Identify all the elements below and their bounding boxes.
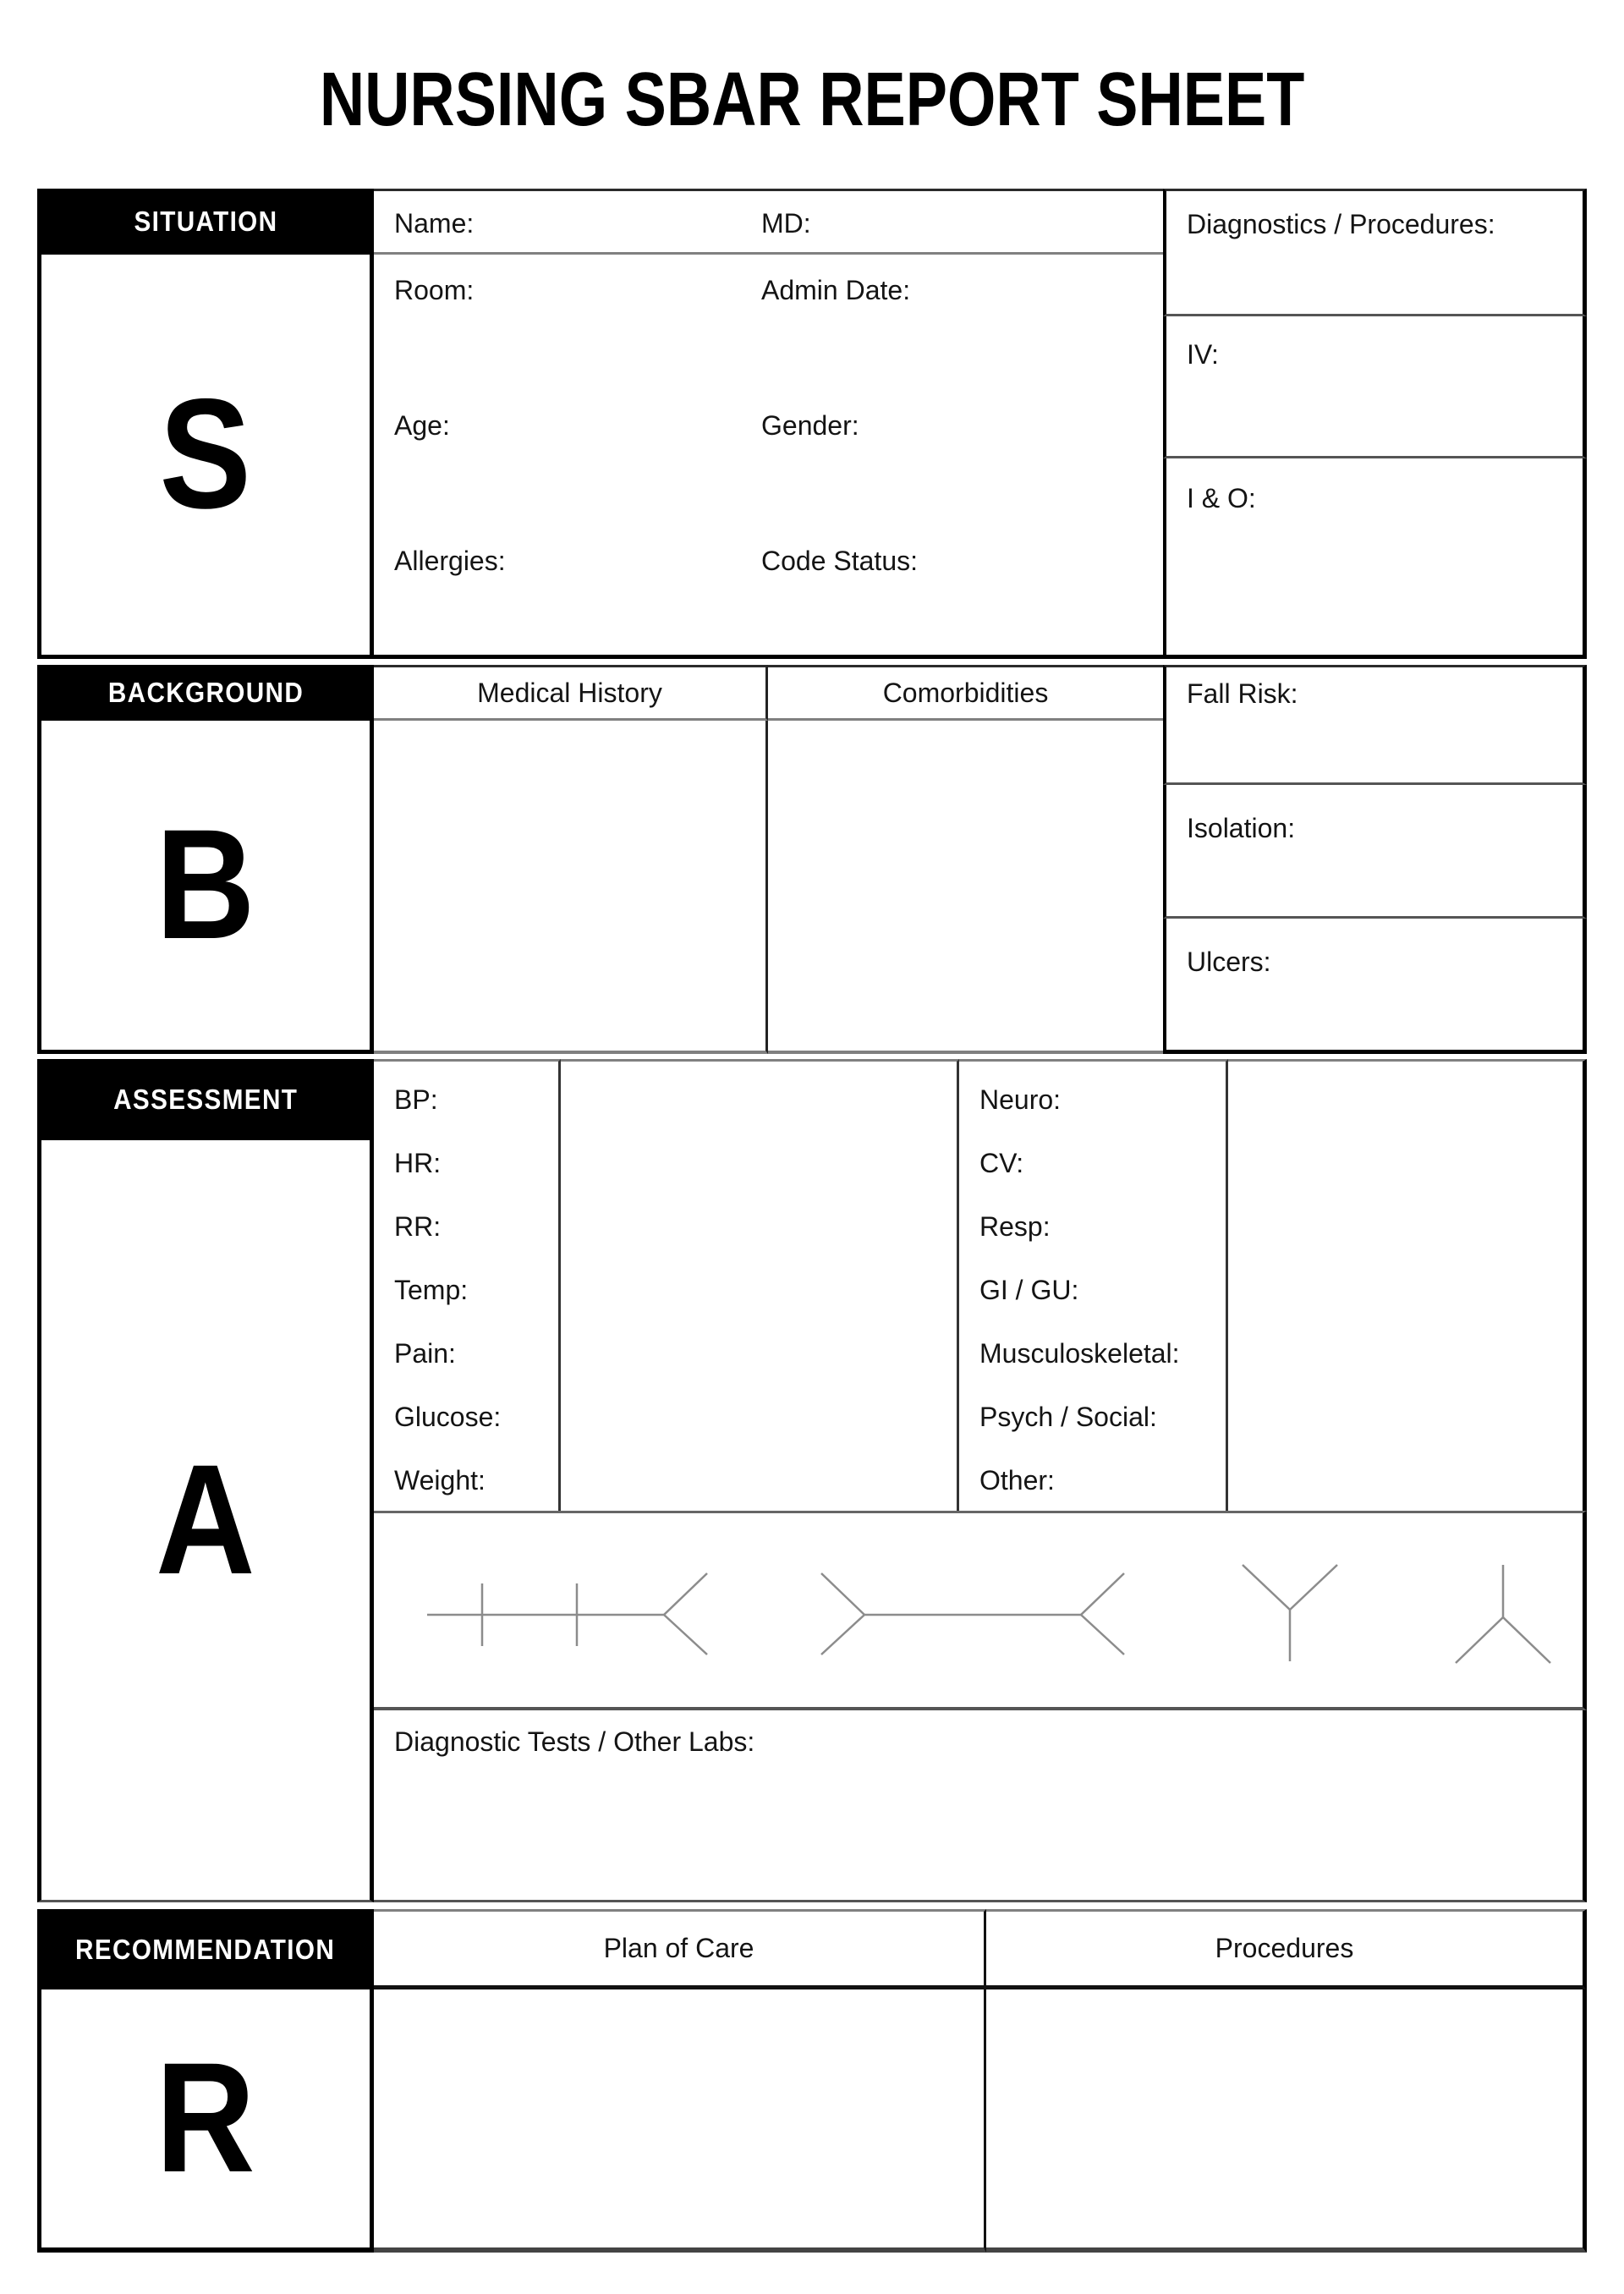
assessment-letter-cell — [37, 1140, 374, 1902]
recommendation-letter: R — [156, 2031, 255, 2205]
plan-of-care-entry-cell — [374, 1989, 986, 2253]
fall-risk-cell — [1163, 665, 1587, 785]
glucose-field-label: Glucose: — [394, 1402, 502, 1432]
diagnostics-procedures-label: Diagnostics / Procedures: — [1187, 209, 1495, 239]
recommendation-letter-cell — [37, 1989, 374, 2253]
intake-output-cell — [1163, 458, 1587, 659]
page-title-text: NURSING SBAR REPORT SHEET — [319, 57, 1305, 142]
background-letter: B — [156, 798, 255, 972]
lab-fishbone-diagram — [374, 1513, 1587, 1707]
recommendation-section-header-label: RECOMMENDATION — [75, 1933, 336, 1965]
weight-field-label: Weight: — [394, 1465, 486, 1495]
diagnostics-procedures-cell — [1163, 189, 1587, 316]
diagnostic-tests-label: Diagnostic Tests / Other Labs: — [394, 1726, 755, 1757]
pain-field-label: Pain: — [394, 1338, 456, 1369]
situation-details-cell — [374, 255, 1163, 659]
systems-entry-column — [1228, 1059, 1587, 1511]
situation-letter: S — [159, 367, 252, 541]
comorbidities-label: Comorbidities — [882, 677, 1049, 708]
assessment-letter: A — [156, 1432, 255, 1607]
situation-section-header-label: SITUATION — [133, 206, 277, 237]
psych-social-field-label: Psych / Social: — [979, 1402, 1157, 1432]
gi-gu-field-label: GI / GU: — [979, 1275, 1079, 1305]
intake-output-label: I & O: — [1187, 483, 1256, 513]
gender-field-label: Gender: — [761, 410, 859, 441]
medical-history-label: Medical History — [477, 677, 662, 708]
diagnostic-tests-cell — [374, 1710, 1587, 1902]
page-title — [0, 58, 1624, 142]
background-letter-cell — [37, 721, 374, 1054]
systems-labels-column — [959, 1059, 1228, 1511]
md-field-label: MD: — [761, 208, 811, 239]
ulcers-label: Ulcers: — [1187, 947, 1271, 977]
background-section-header — [37, 665, 374, 721]
situation-section-header — [37, 189, 374, 255]
situation-letter-cell — [37, 255, 374, 659]
iv-cell — [1163, 316, 1587, 458]
assessment-section-header — [37, 1059, 374, 1140]
age-field-label: Age: — [394, 410, 450, 441]
isolation-cell — [1163, 785, 1587, 919]
vitals-entry-column — [561, 1059, 959, 1511]
medical-history-header-cell — [374, 665, 768, 721]
recommendation-section-header — [37, 1909, 374, 1989]
cv-field-label: CV: — [979, 1148, 1024, 1178]
rr-field-label: RR: — [394, 1211, 442, 1242]
plan-of-care-header-cell — [374, 1909, 986, 1989]
resp-field-label: Resp: — [979, 1211, 1051, 1242]
bp-field-label: BP: — [394, 1084, 438, 1115]
lab-fishbone-cell — [374, 1511, 1587, 1710]
situation-name-md-row — [374, 189, 1163, 255]
neuro-field-label: Neuro: — [979, 1084, 1062, 1115]
musculoskeletal-field-label: Musculoskeletal: — [979, 1338, 1180, 1369]
y-fishbone-icon — [1243, 1565, 1337, 1661]
temp-field-label: Temp: — [394, 1275, 469, 1305]
comorbidities-entry-cell — [768, 721, 1163, 1054]
hr-field-label: HR: — [394, 1148, 442, 1178]
other-field-label: Other: — [979, 1465, 1055, 1495]
bmp-fishbone-icon — [427, 1573, 707, 1655]
allergies-field-label: Allergies: — [394, 546, 506, 576]
plan-of-care-label: Plan of Care — [603, 1933, 754, 1963]
vitals-labels-column — [374, 1059, 561, 1511]
background-section-header-label: BACKGROUND — [107, 677, 304, 708]
medical-history-entry-cell — [374, 721, 768, 1054]
name-field-label: Name: — [394, 208, 475, 239]
procedures-header-cell — [986, 1909, 1587, 1989]
iv-label: IV: — [1187, 339, 1219, 370]
code-status-field-label: Code Status: — [761, 546, 918, 576]
procedures-entry-cell — [986, 1989, 1587, 2253]
room-field-label: Room: — [394, 275, 475, 305]
ulcers-cell — [1163, 919, 1587, 1054]
comorbidities-header-cell — [768, 665, 1163, 721]
inverted-y-fishbone-icon — [1456, 1565, 1550, 1663]
fall-risk-label: Fall Risk: — [1187, 678, 1298, 709]
procedures-label: Procedures — [1215, 1933, 1354, 1963]
assessment-section-header-label: ASSESSMENT — [112, 1084, 299, 1115]
isolation-label: Isolation: — [1187, 813, 1296, 843]
admin-date-field-label: Admin Date: — [761, 275, 911, 305]
cbc-fishbone-icon — [821, 1573, 1124, 1655]
